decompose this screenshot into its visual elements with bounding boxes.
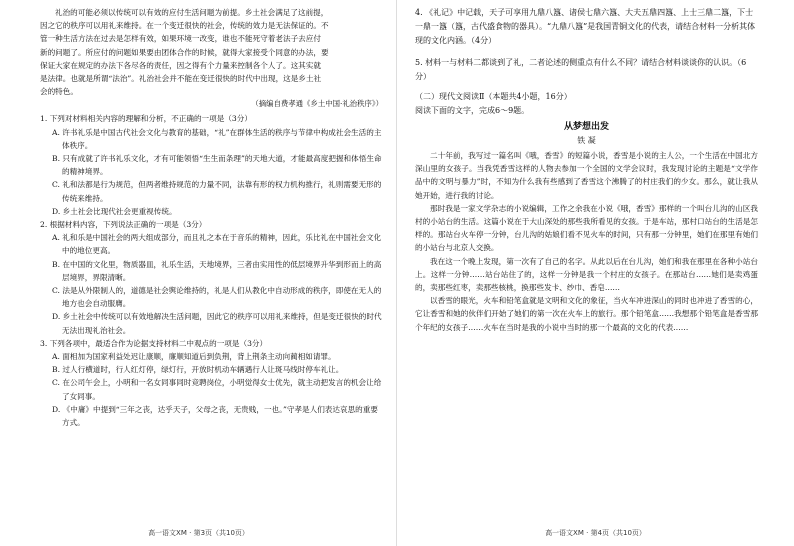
passage-excerpt bbox=[40, 6, 383, 98]
question-stem: 1. 下列对材料相关内容的理解和分析，不正确的一项是（3分） bbox=[40, 114, 252, 124]
article-paragraph: 我在这一个晚上发现，第一次有了自己的名字。从此以后在台儿沟，她们和我在那里在各种小站台上。这样一分钟……站台站住了的，这样一分钟是我一个村庄的女孩子。在那站台……她们是卖鸡蛋的，卖那些红枣，卖那些核桃，换那些发卡、纱巾、香皂…… bbox=[415, 256, 758, 293]
option-b: B. 只有成就了许书礼乐文化，才有可能领悟“生生而条理”的天地大道，才能最高度把握和体悟生命的精神境界。 bbox=[52, 154, 382, 177]
question-1 bbox=[40, 112, 383, 218]
passage-line: 管一种生活方法在过去是怎样有效，如果环境一改变，谁也不能死守着老法子去应付 bbox=[40, 34, 321, 44]
passage-line: 因之它的秩序可以用礼来维持。在一个变迁很快的社会，传统的效力是无法保证的。不 bbox=[40, 21, 329, 31]
question-5: 5. 材料一与材料二都谈到了礼，二者论述的侧重点有什么不同？请结合材料谈谈你的认识。（6分） bbox=[415, 58, 747, 81]
page-footer: 高一语文XM · 第4页（共10页） bbox=[545, 529, 646, 537]
question-3 bbox=[40, 337, 383, 429]
section-instruction: 阅读下面的文字，完成6～9题。 bbox=[415, 106, 530, 115]
option-d: D. 乡土社会比现代社会更重视传统。 bbox=[52, 206, 177, 216]
passage-line: 礼治的可能必须以传统可以有效的应付生活问题为前提。乡土社会满足了这前提， bbox=[55, 8, 329, 17]
option-a: A. 许书礼乐是中国古代社会文化与教育的基础，“礼”在群体生活的秩序与节律中构成社会生活的主体秩序。 bbox=[52, 127, 382, 150]
article-paragraph: 那时我是一家文学杂志的小说编辑，工作之余我在小说《哦，香雪》那样的一个叫台儿沟的山区我村的小站台的生活。这篇小说在于大山深处的那些我所看见的女孩。于是车站，那村口站台的生活是怎样的。那站台火车停一分钟，台儿沟的姑娘们看不见火车的时间，只有那一分钟里，她们在那里有她们的小站台与北京人交换。 bbox=[415, 203, 758, 253]
option-b: B. 过人行横道时，行人红灯停，绿灯行，开放时机动车辆遇行人让斑马线时停车礼让。 bbox=[52, 365, 344, 375]
page-right bbox=[397, 0, 794, 546]
option-a: A. 面相加为国家利益处迟让康顺，廉顺知道后到负荆，背上荆条主动向蔺相如请罪。 bbox=[52, 352, 336, 362]
article-title: 从梦想出发 bbox=[563, 122, 609, 132]
passage-line: 新的问题了。所应付的问题如果要由团体合作的时候，就得大家接受个同意的办法，要 bbox=[40, 47, 329, 57]
passage-line: 会的特色。 bbox=[40, 87, 78, 97]
question-stem: 2. 根据材料内容，下列说法正确的一项是（3分） bbox=[40, 220, 207, 230]
page-footer: 高一语文XM · 第3页（共10页） bbox=[148, 529, 249, 537]
option-b: B. 在中国的文化里，物质器皿，礼乐生活，天地境界，三者由实用性的低层境界升华到形而上的高层境界，界限清晰。 bbox=[52, 259, 382, 282]
article-author: 铁 凝 bbox=[577, 136, 596, 145]
option-c: C. 礼和法都是行为规范，但两者维持规范的力量不同，法靠有形的权力机构推行，礼则需要无形的传统来维持。 bbox=[52, 180, 382, 203]
question-stem: 3. 下列各项中，最适合作为论据支持材料二中观点的一项是（3分） bbox=[40, 338, 268, 348]
question-2 bbox=[40, 218, 383, 337]
option-c: C. 法是从外限制人的，道德是社会舆论维持的，礼是人们从教化中自动形成的秩序，即使在无人的地方也会自动服膺。 bbox=[52, 286, 382, 309]
option-d: D. 《中庸》中提到“三年之丧，达乎天子，父母之丧，无贵贱，一也。”守孝是人们表达哀思的重要方式。 bbox=[52, 404, 378, 428]
passage-line: 是法律。也就是所谓“法治”。礼治社会并不能在变迁很快的时代中出现，这是乡土社 bbox=[40, 74, 322, 84]
option-d: D. 乡土社会中传统可以有效地解决生活问题，因此它的秩序可以用礼来维持，但是变迁很快的时代无法出现礼治社会。 bbox=[52, 312, 382, 335]
question-4: 4. 《礼记》中记载，天子可享用九鼎八簋、诸侯七鼎六簋、大夫五鼎四簋、上士三鼎二簋，下士一鼎一簋（簋，古代盛食物的器具）。“九鼎八簋”是我国青铜文化的代表，请结合材料一分析其体现的文化内涵。（4分） bbox=[415, 8, 756, 45]
passage-source: （摘编自费孝通《乡土中国·礼治秩序》） bbox=[251, 99, 383, 109]
passage-line: 保证大家在规定的办法下各尽各的责任，因之得有个力量来控制各个人了。这其实就 bbox=[40, 60, 321, 70]
option-a: A. 礼和乐是中国社会的两大组成部分，而且礼之本在于音乐的精神，因此，乐比礼在中国社会文化中的地位更高。 bbox=[52, 233, 382, 256]
article-paragraph: 以香雪的眼光，火车和铅笔盒就是文明和文化的象征，当火车冲进深山的同时也冲进了香雪的心，它让香雪和她的伙伴们开始了她们的第一次在火车上的旅行。那个铅笔盒……我想那个铅笔盒是香雪那个年纪的女孩子……火车在当时是我的小说中当时的那一个最高的文化的代表…… bbox=[415, 296, 758, 332]
article-paragraph: 二十年前，我写过一篇名叫《哦，香雪》的短篇小说，香雪是小说的主人公，一个生活在中国北方深山里的女孩子。当我凭香雪这样的人物去参加一个全国的文学会议时，我发现讨论的主题是“文学作品中的文明与暴力”时，不知为什么我有些感到了香雪这个沸腾了的村庄我们的少女。那么，就让我从她开始，进行我的讨论。 bbox=[415, 151, 758, 200]
section-heading: （二）现代文阅读Ⅱ（本题共4小题，16分） bbox=[415, 92, 572, 101]
option-c: C. 在公司午会上，小明和一名女同事同时竞聘岗位，小明觉得女士优先，就主动把发言的机会让给了女同事。 bbox=[52, 378, 382, 401]
